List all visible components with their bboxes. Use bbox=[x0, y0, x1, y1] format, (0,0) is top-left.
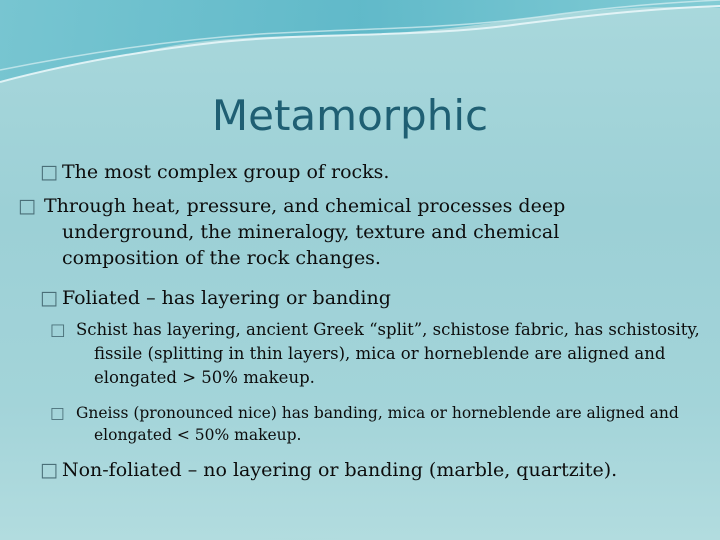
bullet-text: Foliated – has layering or banding bbox=[61, 287, 391, 309]
bullet-text: Schist has layering, ancient Greek “split”, schistose fabric, has schistosity, fissile (splitting in thin layers), mica or horneblende are aligned and elongated > 50% makeup. bbox=[76, 320, 700, 387]
bullet-text: Gneiss (pronounced nice) has banding, mica or horneblende are aligned and elongated < 50% makeup. bbox=[76, 404, 679, 444]
sub-bullet-item: □ Gneiss (pronounced nice) has banding, mica or horneblende are aligned and elongated < 50% makeup. bbox=[50, 404, 679, 444]
bullet-text: Through heat, pressure, and chemical processes deep underground, the mineralogy, texture and chemical composition of the rock changes. bbox=[44, 195, 566, 269]
bullet-item bbox=[40, 285, 680, 311]
slide-title: Metamorphic bbox=[211, 91, 489, 140]
sub-bullet-item: □ Schist has layering, ancient Greek “split”, schistose fabric, has schistosity, fissile (splitting in thin layers), mica or horneblende are aligned and elongated > 50% makeup. bbox=[50, 320, 700, 387]
bullet-text: The most complex group of rocks. bbox=[61, 161, 390, 183]
bullet-item: □ Through heat, pressure, and chemical processes deep underground, the mineralogy, texture and chemical composition of the rock changes. bbox=[18, 195, 566, 269]
bullet-text: Non-foliated – no layering or banding (marble, quartzite). bbox=[61, 459, 618, 481]
top-wave-decoration bbox=[0, 0, 720, 90]
bullet-item bbox=[40, 159, 680, 185]
square-bullet-icon: □ bbox=[40, 287, 58, 309]
square-bullet-icon: □ bbox=[40, 459, 58, 481]
square-bullet-icon: □ bbox=[40, 161, 58, 183]
bullet-item bbox=[40, 457, 690, 483]
